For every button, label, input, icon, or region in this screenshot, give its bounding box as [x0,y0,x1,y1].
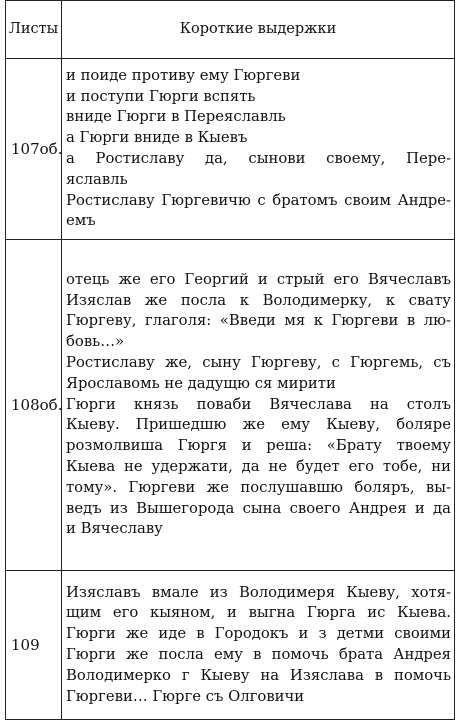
excerpt-line: Гюрги же посла ему в помочь брата Андрея [66,646,451,663]
excerpt-line: ведъ из Вышегорода сына своего Андрея и да [66,499,451,517]
excerpt-line: Кыеву. Пришедшю же ему Кыеву, боляре [66,416,451,434]
excerpt-line: Кыева не удержати, да не будет его тобе, ни [66,457,451,475]
excerpt-line: и поиде противу ему Гюргеви [66,66,301,84]
excerpt-cell [62,240,455,571]
excerpt-line: щим его кыяном, и выгна Гюрга ис Кыева. [66,604,451,622]
excerpts-table [5,0,455,720]
excerpt-cell [62,571,455,720]
excerpt-line: а Ростиславу да, сынови своему, Пере- [66,150,451,167]
sheet-number: 107об. [6,59,62,240]
excerpt-line: отець же его Георгий и стрый его Вячеславъ [66,270,451,288]
excerpt-line: и Вячеславу [66,520,163,538]
excerpt-line: розмолвиша Гюргя и реша: «Брату твоему [66,437,451,455]
header-sheets: Листы [6,1,62,59]
excerpt-cell [62,59,455,240]
excerpt-line: яславль [66,170,128,188]
excerpt-line: Ростиславу Гюргевичю с братомъ своим Андре- [66,191,451,209]
excerpt-line: емъ [66,212,96,230]
excerpt-line: Володимерко г Кыеву на Изяслава в помочь [66,666,451,684]
sheet-number: 108об. [6,240,62,571]
table-row [6,571,455,720]
table-row [6,59,455,240]
table-row [6,240,455,571]
excerpt-line: а Гюрги вниде в Кыевъ [66,129,248,147]
table-header-row [6,1,455,59]
excerpt-line: Гюргеву, глаголя: «Введи мя к Гюргеви в лю- [66,312,451,330]
header-excerpts: Короткие выдержки [62,1,455,59]
excerpt-line: бовь…» [66,333,125,351]
excerpt-line: Ярославомь не дадущю ся мирити [66,374,336,392]
excerpt-line: Гюрги князь поваби Вячеслава на столъ [66,395,451,413]
excerpt-line: Изяслав же посла к Володимерку, к свату [66,291,451,309]
excerpt-line: Изяславъ вмале из Володимеря Кыеву, хотя- [66,583,451,601]
excerpt-line: и поступи Гюрги вспять [66,87,256,105]
excerpt-line: Ростиславу же, сыну Гюргеву, с Гюргемь, съ [66,354,451,371]
excerpt-line: вниде Гюрги в Переяславль [66,108,286,126]
excerpt-line: тому». Гюргеви же послушавшю боляръ, вы- [66,478,451,496]
sheet-number: 109 [6,571,62,720]
excerpt-line: Гюрги же иде в Городокъ и з детми своими [66,625,451,643]
excerpt-line: Гюргеви… Гюрге съ Олговичи [66,687,305,705]
